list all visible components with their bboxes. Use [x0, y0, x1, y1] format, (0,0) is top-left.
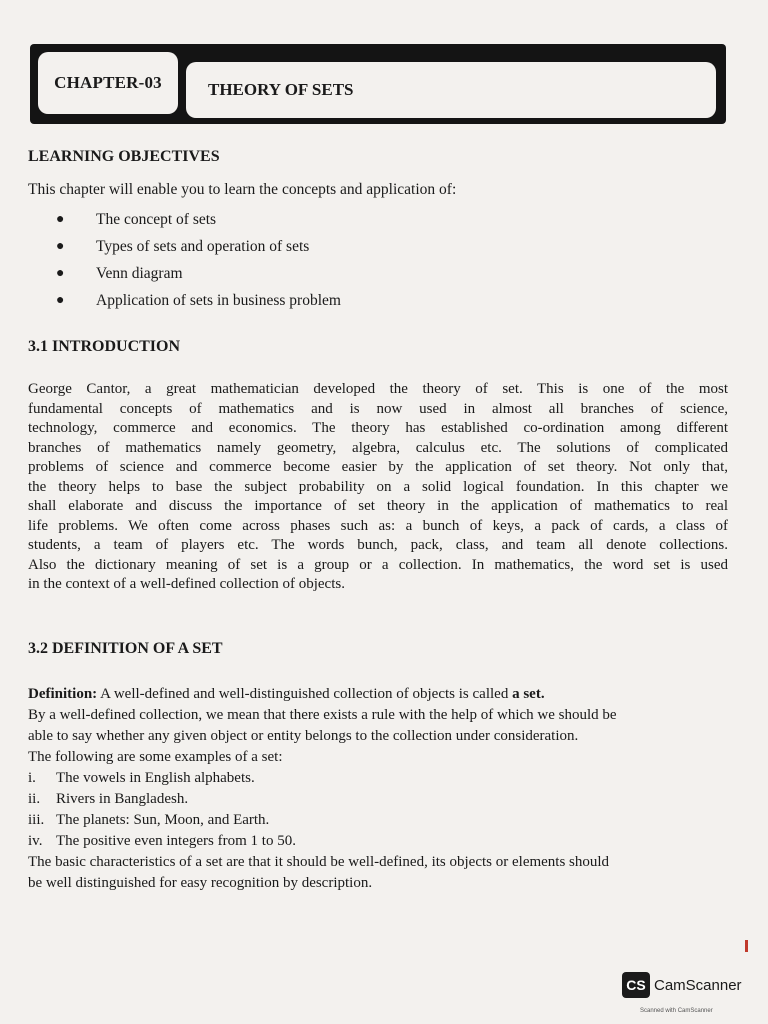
introduction-heading: 3.1 INTRODUCTION [28, 338, 181, 355]
paragraph-line: branches of mathematics namely geometry, algebra, calculus etc. The solutions of complicated [28, 439, 728, 456]
definition-term: a set. [512, 686, 545, 702]
learning-objectives-heading: LEARNING OBJECTIVES [28, 148, 220, 165]
paragraph-line: technology, commerce and economics. The theory has established co-ordination among different [28, 420, 728, 436]
chapter-header [30, 44, 726, 124]
paragraph-line: able to say whether any given object or entity belongs to the collection under consideration. [28, 728, 579, 744]
paragraph-line: Also the dictionary meaning of set is a group or a collection. In mathematics, the word set is used [28, 556, 728, 573]
paragraph-line: be well distinguished for easy recognition by description. [28, 875, 373, 891]
definition-heading: 3.2 DEFINITION OF A SET [28, 640, 223, 657]
paragraph-line: fundamental concepts of mathematics and is now used in almost all branches of science, [28, 400, 728, 417]
paragraph-line: shall elaborate and discuss the importance of set theory in the application of mathematics to real [28, 498, 728, 514]
bullet-icon: ● [56, 292, 65, 308]
paragraph-line: the theory helps to base the subject probability on a solid logical foundation. In this chapter we [28, 478, 728, 495]
bullet-icon: ● [56, 211, 65, 227]
paragraph-line: problems of science and commerce become easier by the application of set theory. Not only that, [28, 459, 728, 475]
camscanner-caption: Scanned with CamScanner [640, 1008, 713, 1014]
chapter-title: THEORY OF SETS [186, 62, 716, 118]
list-item: ● Types of sets and operation of sets [56, 237, 310, 255]
list-item: ● Venn diagram [56, 264, 183, 282]
definition-block [28, 684, 728, 894]
bullet-icon: ● [56, 238, 65, 254]
definition-line: Definition: A well-defined and well-distinguished collection of objects is called a set. [28, 686, 545, 702]
camscanner-watermark [622, 972, 742, 998]
list-item: i. The vowels in English alphabets. [28, 770, 255, 786]
list-item: ● Application of sets in business problem [56, 291, 341, 309]
list-item: iv. The positive even integers from 1 to 50. [28, 833, 296, 849]
list-item: ● The concept of sets [56, 210, 217, 228]
list-item: iii. The planets: Sun, Moon, and Earth. [28, 812, 270, 828]
paragraph-line: George Cantor, a great mathematician developed the theory of set. This is one of the most [28, 381, 728, 397]
objectives-intro: This chapter will enable you to learn the concepts and application of: [28, 181, 457, 198]
list-item: ii. Rivers in Bangladesh. [28, 791, 189, 807]
scan-mark [745, 940, 748, 952]
camscanner-logo-icon: CS [622, 972, 650, 998]
definition-label: Definition: [28, 686, 98, 702]
paragraph-line: life problems. We often come across phases such as: a bunch of keys, a pack of cards, a class of [28, 517, 728, 534]
camscanner-name: CamScanner [654, 976, 742, 994]
paragraph-line: The following are some examples of a set: [28, 749, 283, 765]
paragraph-line: By a well-defined collection, we mean that there exists a rule with the help of which we should be [28, 707, 617, 723]
introduction-paragraph [28, 380, 728, 595]
chapter-label: CHAPTER-03 [38, 52, 178, 114]
bullet-icon: ● [56, 265, 65, 281]
paragraph-line: students, a team of players etc. The words bunch, pack, class, and team all denote collections. [28, 537, 728, 553]
objectives-list [56, 206, 341, 314]
paragraph-line: The basic characteristics of a set are that it should be well-defined, its objects or elements should [28, 854, 610, 870]
paragraph-line: in the context of a well-defined collection of objects. [28, 576, 345, 592]
